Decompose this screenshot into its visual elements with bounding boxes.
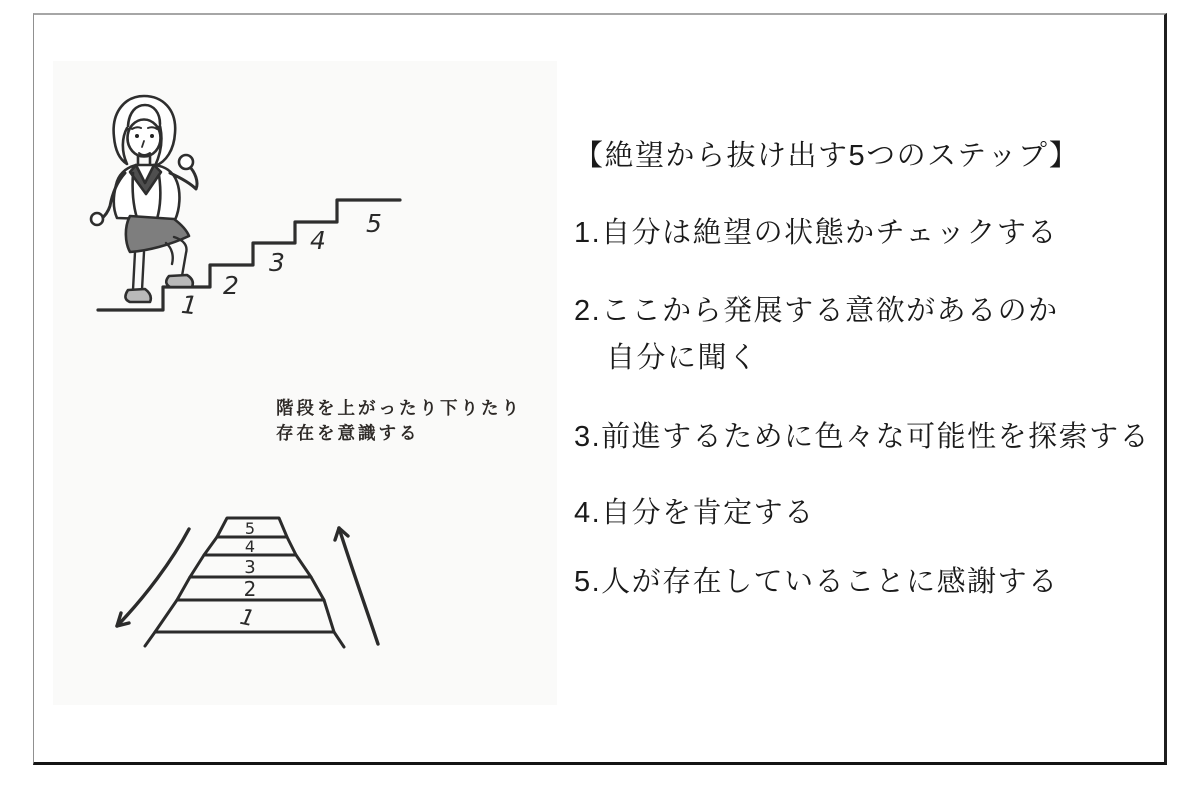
stair-number-label: 1 <box>179 289 199 321</box>
stair-number-label: 4 <box>310 226 326 255</box>
right-shoe <box>166 275 193 287</box>
eye-left <box>135 134 139 138</box>
eye-right <box>150 134 154 138</box>
face <box>128 120 161 157</box>
illustration-background <box>53 61 557 705</box>
stair-number-label: 2 <box>223 271 239 300</box>
step-item-2-continued: 自分に聞く <box>606 342 759 374</box>
right-fist <box>179 155 193 169</box>
stair-number-label: 5 <box>366 209 382 238</box>
caption-line-2: 存在を意識する <box>276 423 420 443</box>
step-item-1: 1.自分は絶望の状態かチェックする <box>574 217 1058 249</box>
left-hand <box>91 213 103 225</box>
left-shoe <box>125 289 150 302</box>
stair-number-label: 1 <box>237 604 257 633</box>
stair-number-label: 2 <box>243 577 257 601</box>
stair-number-label: 3 <box>244 557 256 578</box>
step-item-5: 5.人が存在していることに感謝する <box>574 566 1059 598</box>
step-item-4: 4.自分を肯定する <box>574 497 815 529</box>
step-item-2: 2.ここから発展する意欲があるのか <box>574 295 1059 327</box>
caption-line-1: 階段を上がったり下りたり <box>276 398 522 418</box>
illustration-caption <box>276 396 522 446</box>
stair-number-label: 5 <box>244 519 256 538</box>
hand-drawn-illustration <box>33 13 573 765</box>
step-item-3: 3.前進するために色々な可能性を探索する <box>574 421 1151 453</box>
stair-number-label: 4 <box>244 537 256 556</box>
steps-title: 【絶望から抜け出す5つのステップ】 <box>574 140 1080 172</box>
stair-number-label: 3 <box>269 248 285 277</box>
